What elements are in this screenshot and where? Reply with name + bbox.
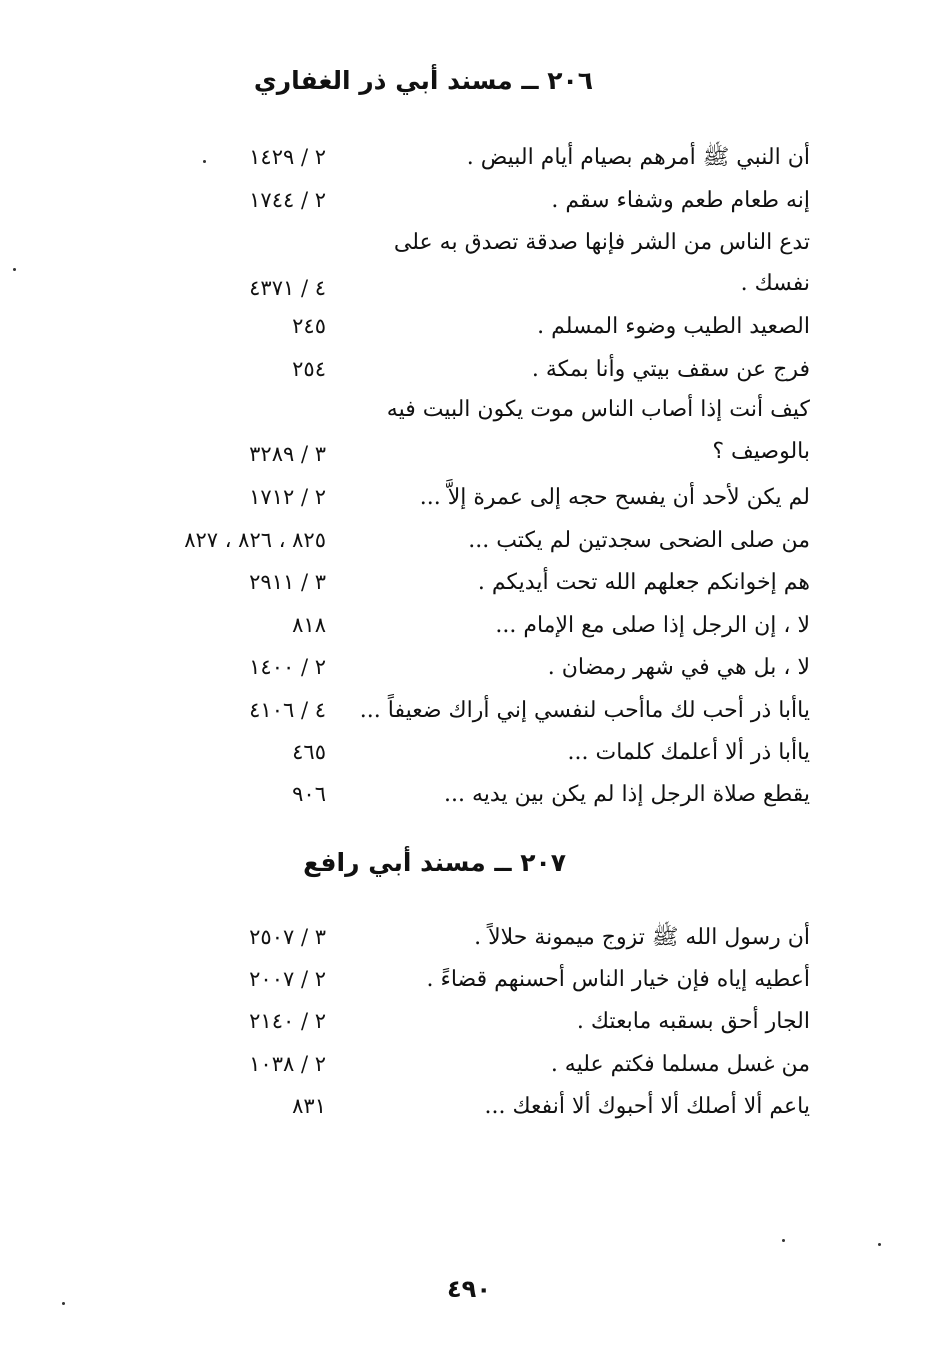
reference-number: ٨٢٥ ، ٨٢٦ ، ٨٢٧	[184, 528, 326, 552]
index-entry	[0, 136, 938, 178]
reference-number: ٣ / ٢٩١١	[249, 570, 326, 594]
hadith-text: من غسل مسلما فكتم عليه .	[550, 1052, 810, 1077]
reference-number: ٣ / ٣٢٨٩	[249, 442, 326, 466]
reference-number: ٢ / ١٤٢٩	[249, 145, 326, 169]
hadith-text: ياأبا ذر ألا أعلمك كلمات ...	[567, 740, 810, 765]
index-entry	[0, 773, 938, 815]
reference-number: ٢ / ١٧١٢	[249, 485, 326, 509]
index-entry	[0, 476, 938, 518]
hadith-text: لا ، بل هي في شهر رمضان .	[547, 655, 810, 680]
hadith-text: إنه طعام طعم وشفاء سقم .	[551, 188, 810, 213]
reference-number: ٢٤٥	[292, 314, 326, 338]
hadith-text: يقطع صلاة الرجل إذا لم يكن بين يديه ...	[444, 782, 810, 807]
scan-speck	[878, 1243, 881, 1246]
hadith-text: لم يكن لأحد أن يفسح حجه إلى عمرة إلاَّ ...	[419, 485, 810, 510]
reference-number: ٤ / ٤٣٧١	[249, 276, 326, 300]
reference-number: ٨١٨	[292, 613, 326, 637]
index-entry	[0, 1085, 938, 1127]
index-entry	[0, 916, 938, 958]
scan-speck	[782, 1239, 785, 1242]
reference-number: ٣ / ٢٥٠٧	[249, 925, 326, 949]
index-entry	[0, 179, 938, 221]
hadith-text: ياعم ألا أصلك ألا أحبوك ألا أنفعك ...	[484, 1094, 810, 1119]
index-entry	[0, 731, 938, 773]
reference-number: ٤ / ٤١٠٦	[249, 698, 326, 722]
reference-number: ٢ / ١٤٠٠	[249, 655, 326, 679]
scan-speck	[13, 268, 16, 271]
hadith-text: فرج عن سقف بيتي وأنا بمكة .	[531, 357, 810, 382]
hadith-text: هم إخوانكم جعلهم الله تحت أيديكم .	[477, 570, 810, 595]
index-entry	[0, 561, 938, 603]
hadith-text: تدع الناس من الشر فإنها صدقة تصدق به على نفسك .	[393, 230, 810, 296]
reference-number: ٩٠٦	[292, 782, 326, 806]
section-heading-abu-dharr: ٢٠٦ ــ مسند أبي ذر الغفاري	[253, 66, 593, 95]
scan-speck	[203, 160, 206, 163]
reference-number: ٢ / ١٧٤٤	[249, 188, 326, 212]
reference-number: ٢ / ٢٠٠٧	[249, 967, 326, 991]
index-entry	[0, 689, 938, 731]
index-entry	[0, 389, 938, 475]
index-entry	[0, 604, 938, 646]
index-entry	[0, 222, 938, 308]
index-entry	[0, 305, 938, 347]
reference-number: ٢٥٤	[292, 357, 326, 381]
hadith-text: أعطيه إياه فإن خيار الناس أحسنهم قضاءً .	[426, 967, 810, 992]
reference-number: ٢ / ١٠٣٨	[249, 1052, 326, 1076]
index-entry	[0, 1000, 938, 1042]
index-entry	[0, 1043, 938, 1085]
index-entry	[0, 958, 938, 1000]
hadith-text: أن النبي ﷺ أمرهم بصيام أيام البيض .	[466, 145, 810, 170]
reference-number: ٢ / ٢١٤٠	[249, 1009, 326, 1033]
reference-number: ٨٣١	[292, 1094, 326, 1118]
hadith-text: أن رسول الله ﷺ تزوج ميمونة حلالاً .	[474, 925, 810, 950]
section-heading-abu-rafi: ٢٠٧ ــ مسند أبي رافع	[303, 848, 566, 877]
index-entry	[0, 646, 938, 688]
index-entry	[0, 348, 938, 390]
hadith-text: الصعيد الطيب وضوء المسلم .	[537, 314, 810, 339]
hadith-text: لا ، إن الرجل إذا صلى مع الإمام ...	[495, 613, 810, 638]
page-number: ٤٩٠	[447, 1275, 491, 1303]
hadith-text: الجار أحق بسقبه مابعتك .	[576, 1009, 810, 1034]
index-entry	[0, 519, 938, 561]
hadith-text: من صلى الضحى سجدتين لم يكتب ...	[468, 528, 810, 553]
reference-number: ٤٦٥	[292, 740, 326, 764]
scan-speck	[62, 1302, 65, 1305]
hadith-text: ياأبا ذر أحب لك ماأحب لنفسي إني أراك ضعيفاً ...	[359, 698, 810, 723]
hadith-text: كيف أنت إذا أصاب الناس موت يكون البيت فيه بالوصيف ؟	[386, 397, 810, 464]
